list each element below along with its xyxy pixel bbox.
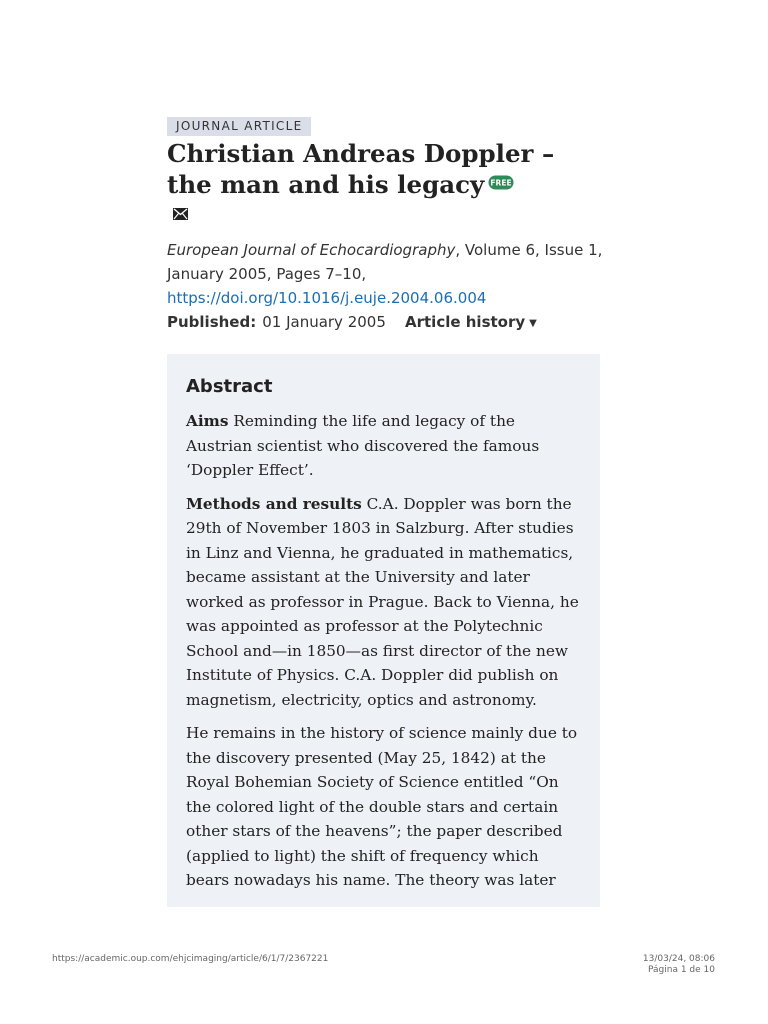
published-info bbox=[167, 310, 386, 334]
abstract-paragraph-3: He remains in the history of science mainly due to the discovery presented (May 25, 1842) at the Royal Bohemian Society of Science entitled “On the colored light of the double stars and certain other stars of the heavens”; the paper described (applied to light) the shift of frequency which bears nowadays his name. The theory was later bbox=[186, 724, 578, 889]
footer-page-info bbox=[643, 954, 715, 976]
caret-down-icon: ▼ bbox=[529, 318, 537, 329]
footer-page-number: Página 1 de 10 bbox=[648, 965, 715, 975]
free-badge-text: FREE bbox=[490, 178, 512, 188]
envelope-icon[interactable] bbox=[173, 208, 188, 220]
article-title bbox=[167, 138, 607, 200]
abstract-methods bbox=[186, 492, 581, 713]
published-label: Published: bbox=[167, 313, 257, 331]
citation-details: , Volume 6, Issue 1, January 2005, Pages 7–10, bbox=[167, 241, 603, 283]
abstract-panel bbox=[167, 354, 600, 907]
citation bbox=[167, 238, 607, 286]
article-type-badge: JOURNAL ARTICLE bbox=[167, 117, 311, 136]
published-date: 01 January 2005 bbox=[262, 313, 386, 331]
article-history-label: Article history bbox=[405, 313, 526, 331]
article-history-toggle[interactable] bbox=[405, 310, 537, 336]
footer-datetime: 13/03/24, 08:06 bbox=[642, 954, 715, 964]
aims-text: Reminding the life and legacy of the Austrian scientist who discovered the famous ‘Doppler Effect’. bbox=[186, 412, 540, 479]
aims-label: Aims bbox=[186, 412, 229, 430]
doi-link[interactable]: https://doi.org/10.1016/j.euje.2004.06.004 bbox=[167, 289, 487, 307]
journal-name[interactable]: European Journal of Echocardiography bbox=[167, 241, 456, 259]
methods-label: Methods and results bbox=[186, 494, 362, 513]
methods-text: C.A. Doppler was born the 29th of November 1803 in Salzburg. After studies in Linz and Vienna, he graduated in mathematics, became assistant at the University and later worked as professor in Prague. Back to Vienna, he was appointed as professor at the Polytechnic School and—in 1850—as first director of the new Institute of Physics. C.A. Doppler did publish on magnetism, electricity, optics and astronomy. bbox=[186, 494, 579, 709]
footer-url: https://academic.oup.com/ehjcimaging/article/6/1/7/2367221 bbox=[52, 954, 329, 964]
free-badge-icon bbox=[488, 175, 514, 190]
title-text: Christian Andreas Doppler – the man and his legacy bbox=[167, 139, 555, 199]
abstract-heading: Abstract bbox=[186, 376, 273, 397]
abstract-aims bbox=[186, 409, 581, 483]
